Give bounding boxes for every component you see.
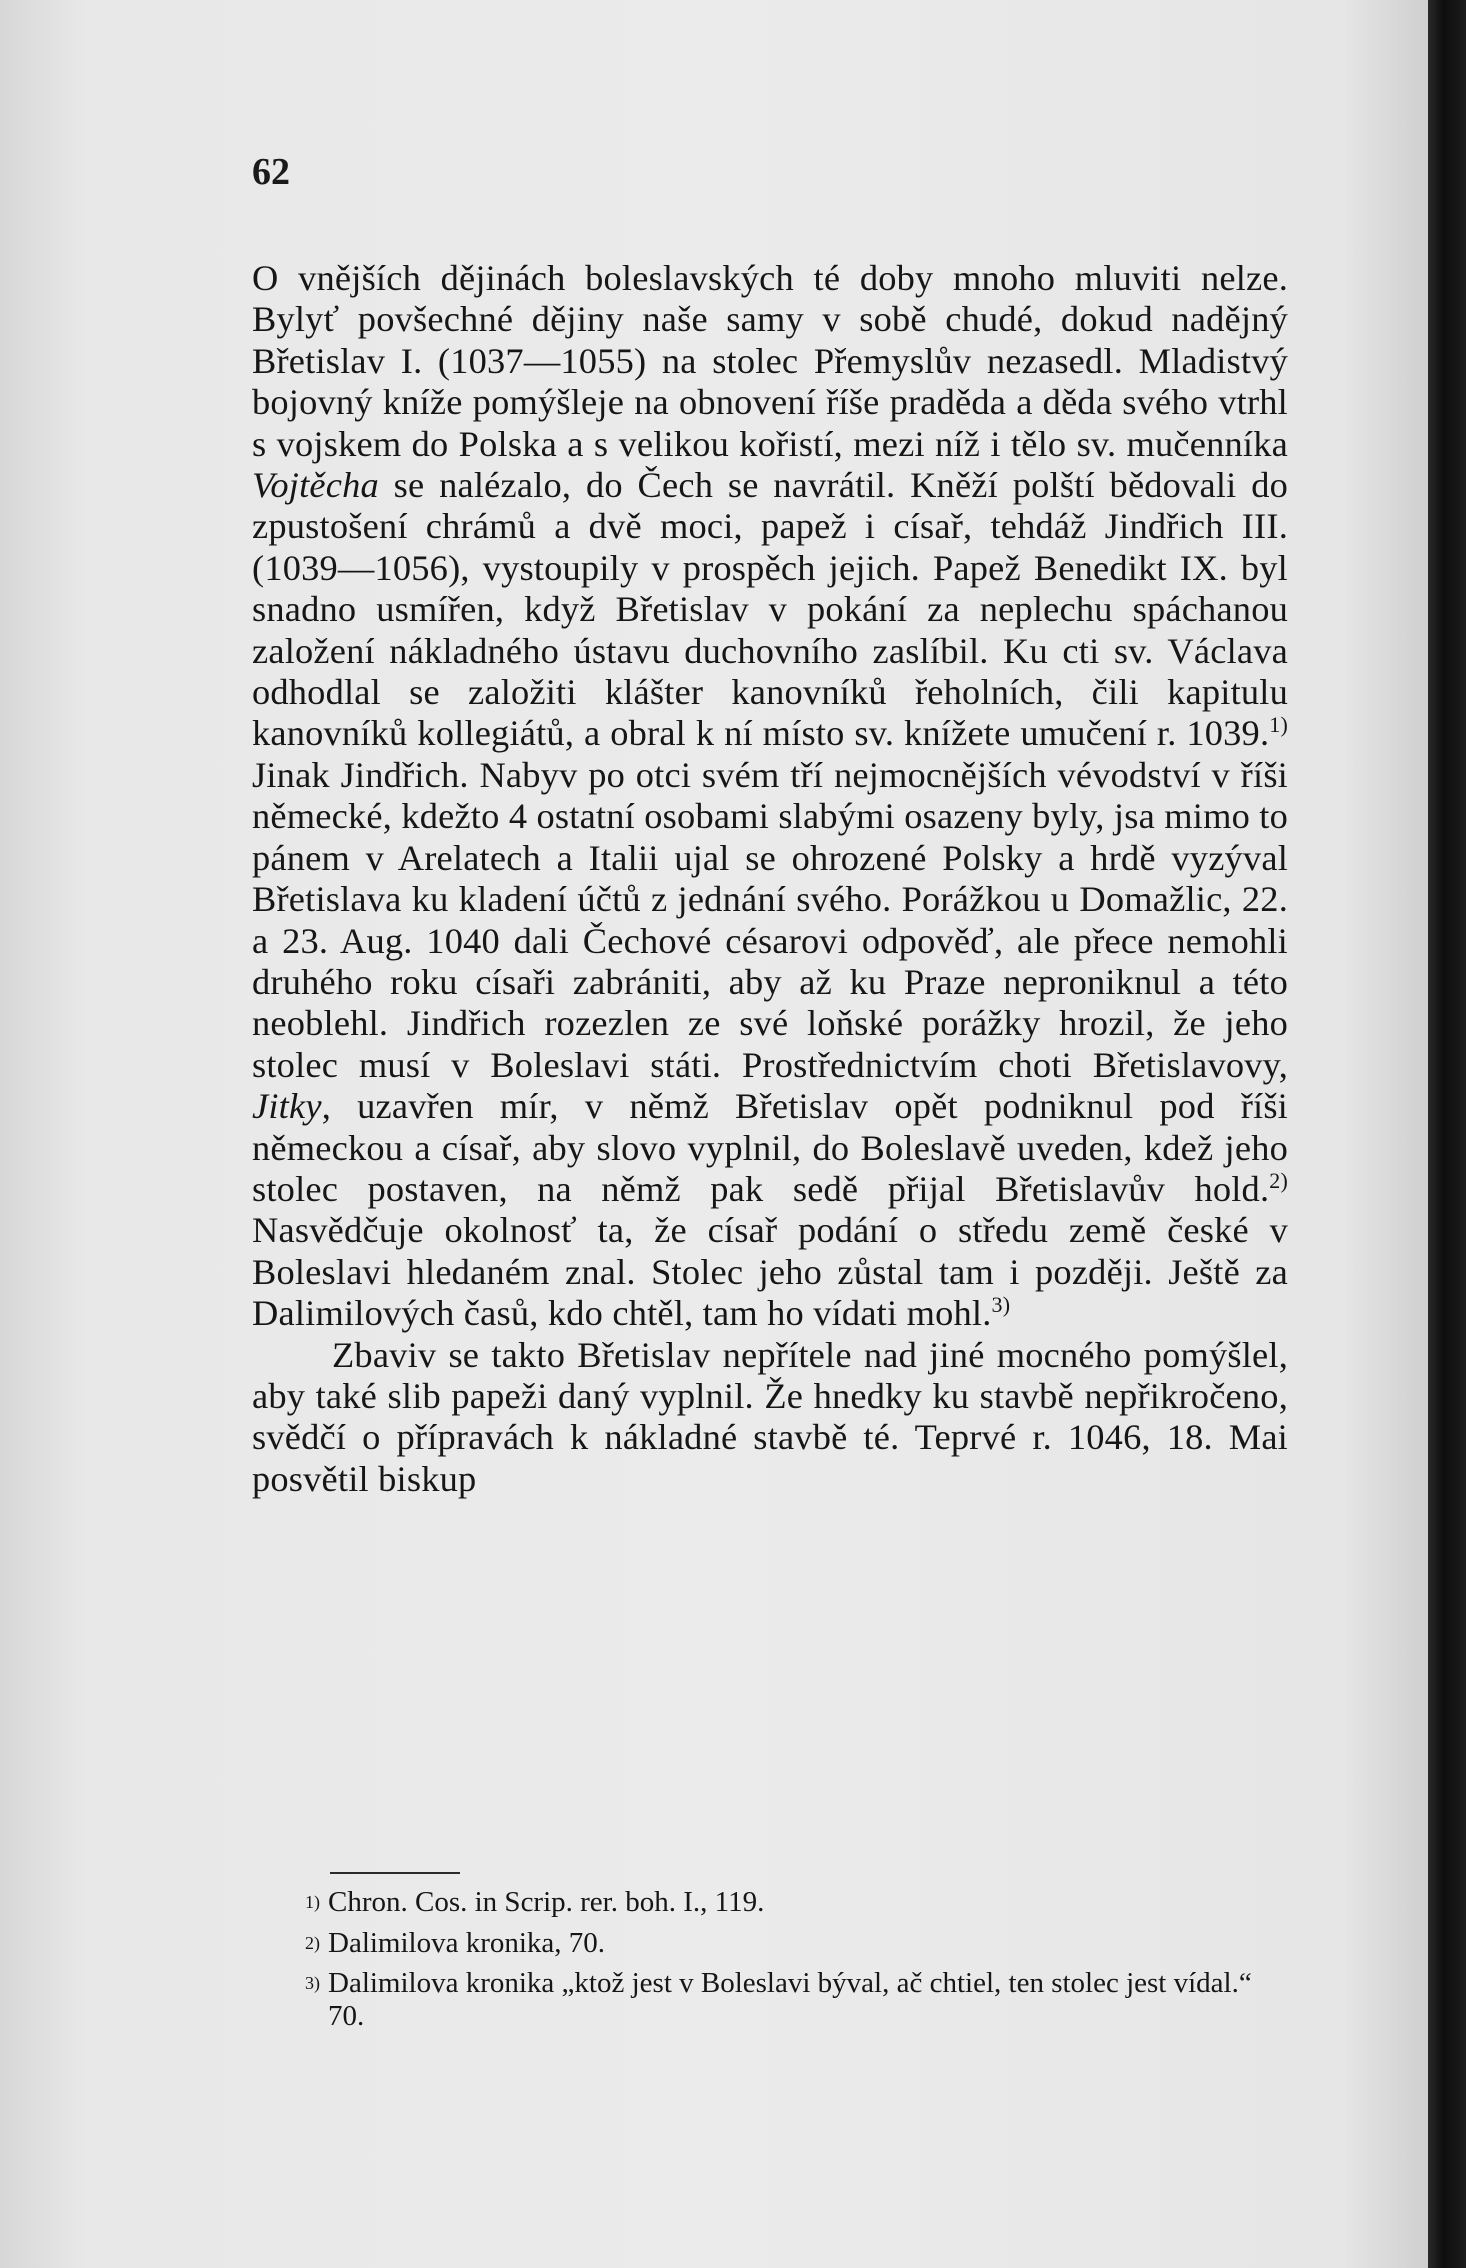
paragraph-1-part-5: Nasvědčuje okolnosť ta, že císař podání o středu země české v Boleslavi hledaném znal. Stolec jeho zůstal tam i později. Ještě za Dalimilových časů, kdo chtěl, tam ho vídati mohl. [252, 1210, 1288, 1334]
footnote-2-text: Dalimilova kronika, 70. [328, 1926, 606, 1959]
footnote-ref-2[interactable]: 2) [1269, 1167, 1288, 1193]
paragraph-1-part-3: Jinak Jindřich. Nabyv po otci svém tří nejmocnějších vévodství v říši německé, kdežto 4 ostatní osobami slabými osazeny byly, jsa mimo to pánem v Arelatech a Italii ujal se ohrozené Polsky a hrdě vyzýval Břetislava ku kladení účtů z jednání svého. Porážkou u Domažlic, 22. a 23. Aug. 1040 dali Čechové césarovi odpověď, ale přece nemohli druhého roku císaři zabrániti, aby až ku Praze neproniknul a této neoblehl. Jindřich rozezlen ze své loňské porážky hrozil, že jeho stolec musí v Boleslavi státi. Prostřednictvím choti Břetislavovy, [252, 754, 1288, 1085]
paragraph-1-part-4: , uzavřen mír, v němž Břetislav opět podniknul pod říši německou a císař, aby slovo vyplnil, do Boleslavě uveden, kdež jeho stolec postaven, na němž pak sedě přijal Břetislavův hold. [252, 1086, 1288, 1209]
paragraph-1 [252, 258, 1288, 1335]
footnote-3-text: Dalimilova kronika „ktož jest v Boleslavi býval, ač chtiel, ten stolec jest vídal.“ 70. [328, 1967, 1252, 2033]
page-number: 62 [252, 151, 290, 193]
footnote-ref-1[interactable]: 1) [1269, 712, 1288, 738]
paragraph-1-part-1: O vnějších dějinách boleslavských té doby mnoho mluviti nelze. Bylyť povšechné dějiny naše samy v sobě chudé, dokud nadějný Břetislav I. (1037—1055) na stolec Přemyslův nezasedl. Mladistvý bojovný kníže pomýšleje na obnovení říše praděda a děda svého vtrhl s vojskem do Polska a s velikou kořistí, mezi níž i tělo sv. mučenníka [252, 258, 1288, 464]
paragraph-1-part-2: se nalézalo, do Čech se navrátil. Kněží polští bědovali do zpustošení chrámů a dvě moci, papež i císař, tehdáž Jindřich III. (1039—1056), vystoupily v prospěch jejich. Papež Benedikt IX. byl snadno usmířen, když Břetislav v pokání za neplechu spáchanou založení nákladného ústavu duchovního zaslíbil. Ku cti sv. Václava odhodlal se založiti klášter kanovníků řeholních, čili kapitulu kanovníků kollegiátů, a obral k ní místo sv. knížete umučení r. 1039. [252, 465, 1288, 754]
footnote-2-mark: 2) [305, 1932, 320, 1953]
footnote-3 [252, 1967, 1288, 2033]
footnote-ref-3[interactable]: 3) [991, 1292, 1011, 1318]
scan-dark-edge [1428, 0, 1466, 2268]
main-text [252, 258, 1288, 1500]
name-vojtecha: Vojtěcha [252, 465, 379, 506]
footnote-1-text: Chron. Cos. in Scrip. rer. boh. I., 119. [328, 1886, 765, 1918]
paragraph-2: Zbaviv se takto Břetislav nepřítele nad jiné mocného pomýšlel, aby také slib papeži daný vyplnil. Že hnedky ku stavbě nepřikročeno, svědčí o přípravách k nákladné stavbě té. Teprvé r. 1046, 18. Mai posvětil biskup [252, 1334, 1288, 1499]
footnote-1 [252, 1886, 1288, 1927]
footnotes [252, 1886, 1288, 2033]
footnote-1-mark: 1) [305, 1892, 320, 1912]
name-jitky: Jitky [252, 1086, 322, 1127]
footnote-divider [330, 1872, 460, 1874]
footnote-2 [252, 1927, 1288, 1968]
footnote-3-mark: 3) [305, 1973, 320, 1994]
